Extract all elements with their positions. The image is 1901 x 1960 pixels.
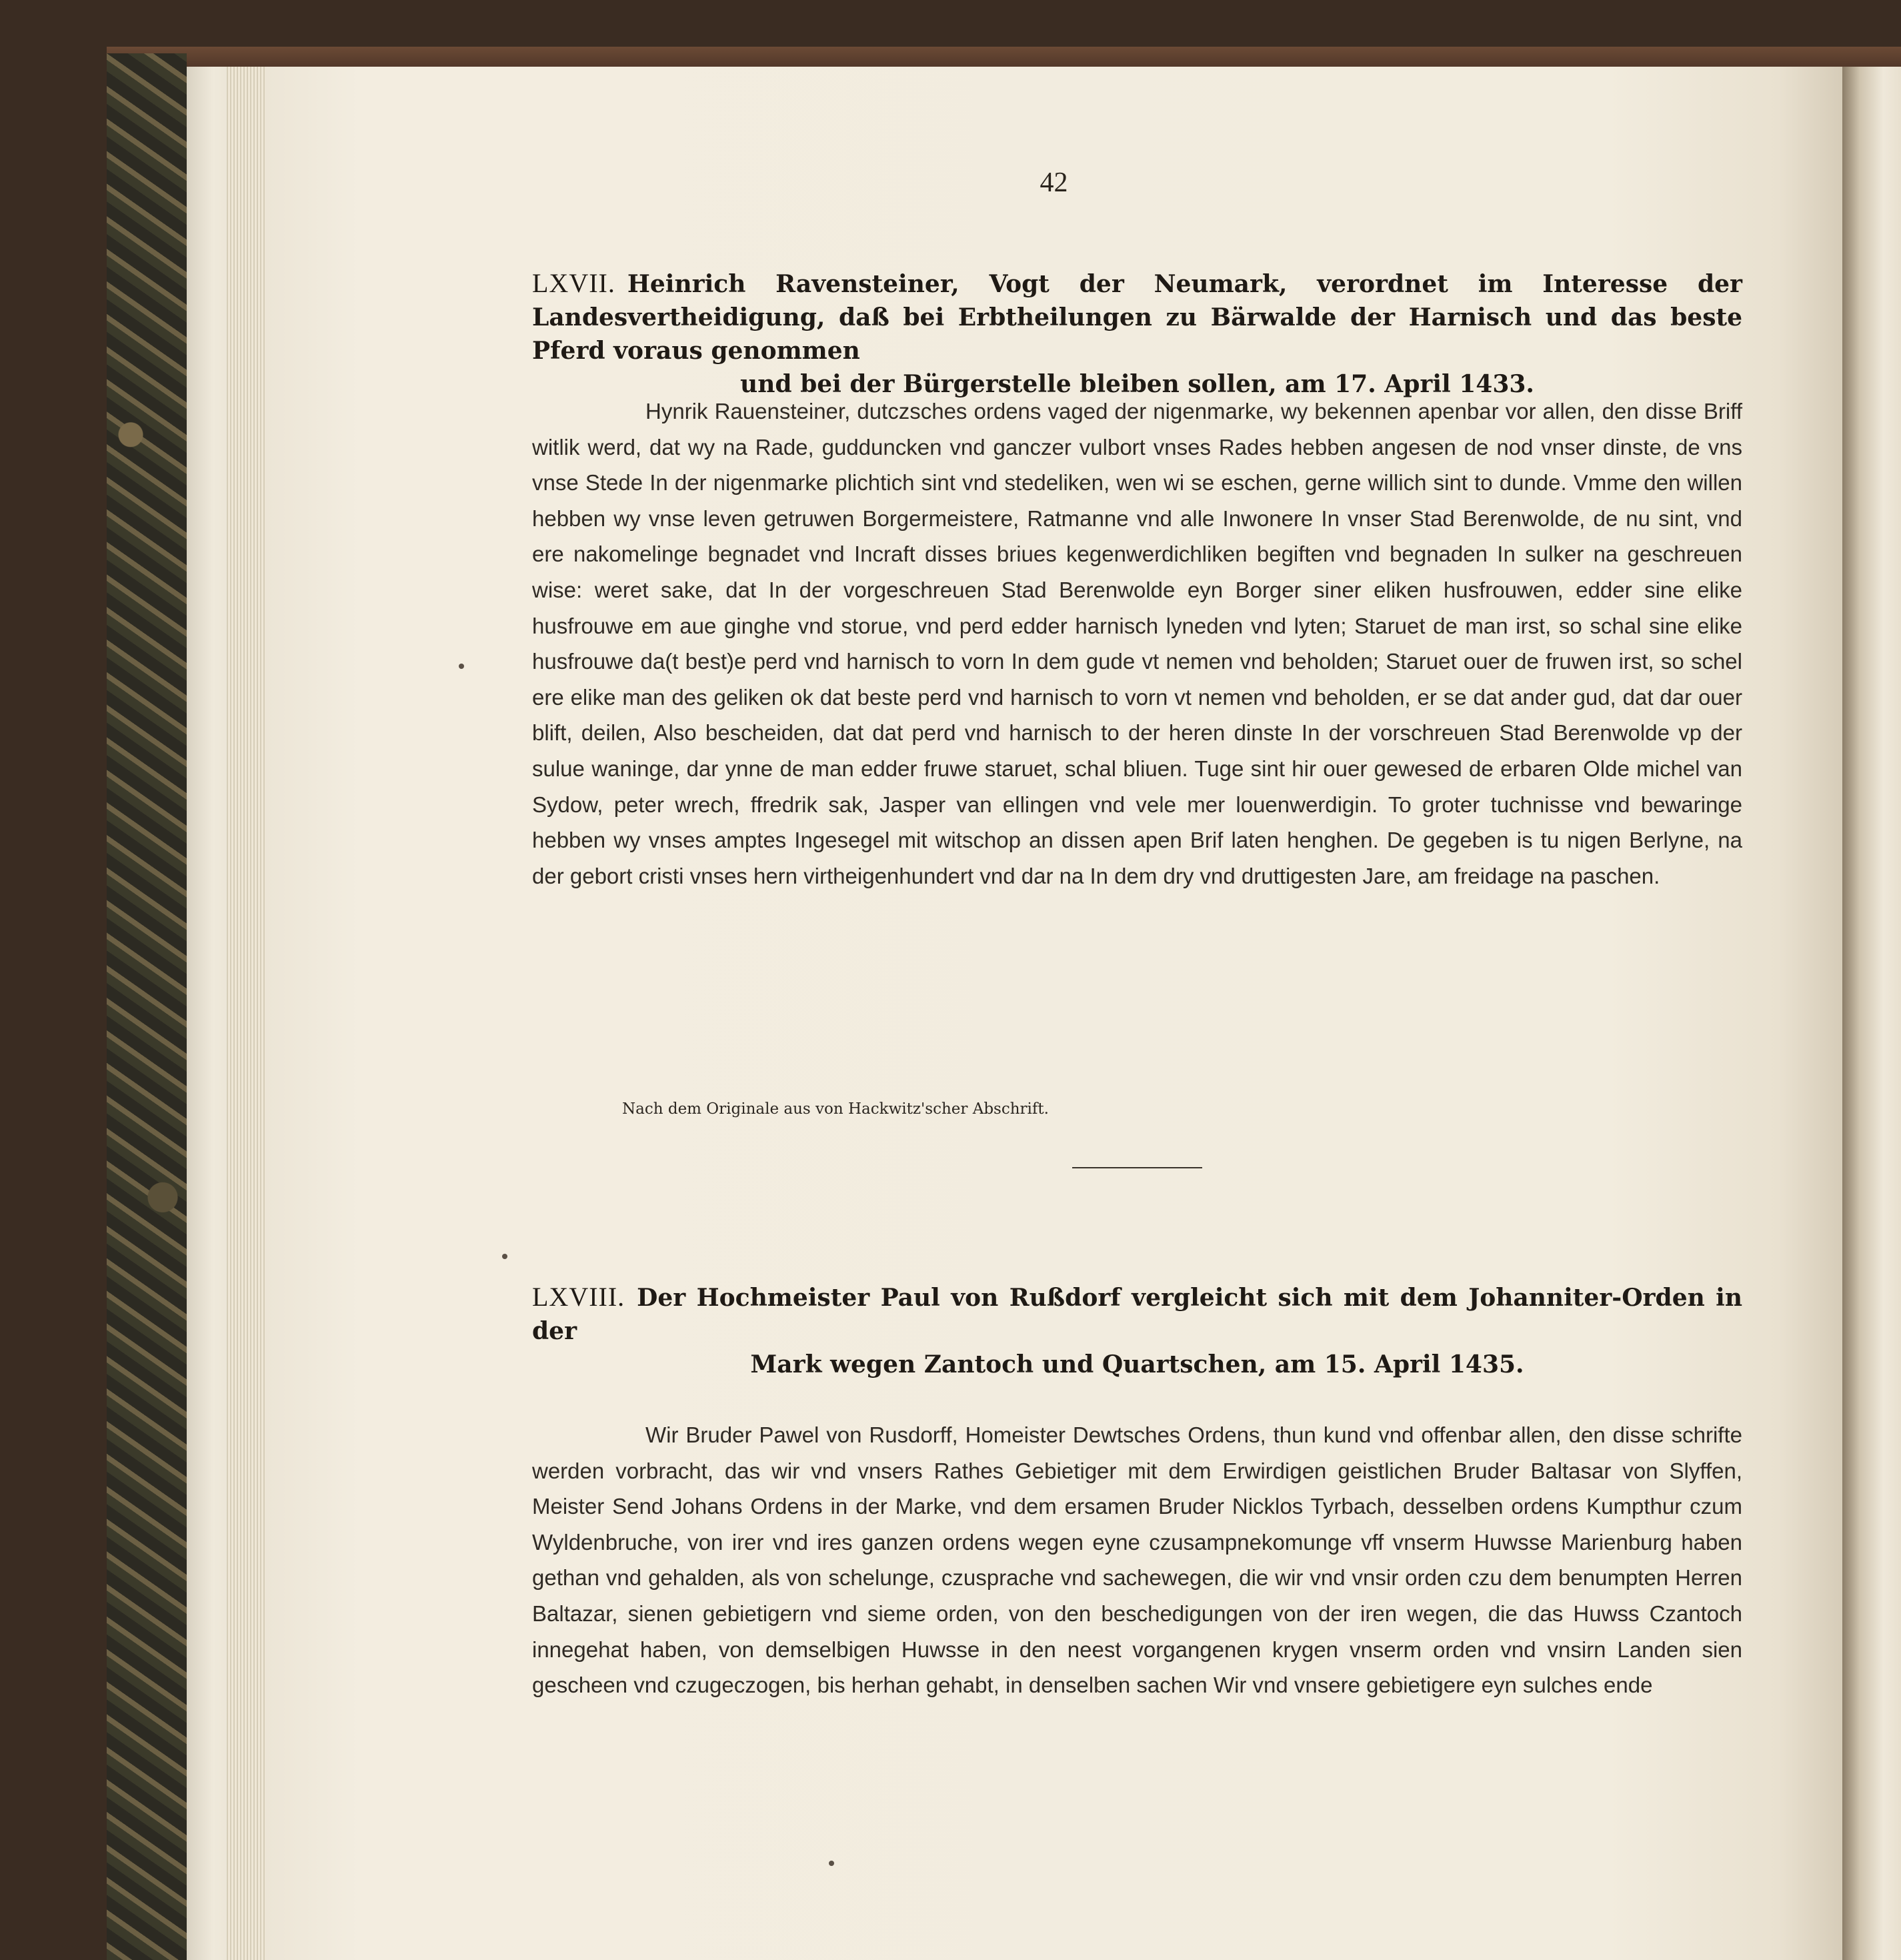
section-title-line2: und bei der Bürgerstelle bleiben sollen, am 17. April 1433.: [740, 370, 1534, 398]
section-title-line2: Mark wegen Zantoch und Quartschen, am 15. April 1435.: [750, 1350, 1524, 1378]
speck: [829, 1861, 834, 1866]
marbled-cover: [107, 53, 187, 1960]
page-edges: [227, 67, 265, 1960]
section-heading-lxvii: [532, 267, 1742, 401]
section-number: LXVIII.: [532, 1282, 625, 1312]
section-body-lxvii: Hynrik Rauensteiner, dutczsches ordens vaged der nigenmarke, wy bekennen apenbar vor allen, den disse Briff witlik werd, dat wy na Rade, gudduncken vnd ganczer vulbort vnses Rades hebben angesen de nod vnser dinste, de vns vnse Stede In der nigenmarke plichtich sint vnd stedeliken, wen wi se eschen, gerne willich sint to dunde. Vmme den willen hebben wy vnse leven getruwen Borgermeistere, Ratmanne vnd alle Inwonere In vnser Stad Berenwolde, de nu sint, vnd ere nakomelinge begnadet vnd Incraft disses briues kegenwerdichliken begiften vnd begnaden In sulker na geschreuen wise: weret sake, dat In der vorgeschreuen Stad Berenwolde eyn Borger siner eliken husfrouwen, edder sine elike husfrouwe em aue ginghe vnd storue, vnd perd edder harnisch lyneden vnd lyten; Staruet de man irst, so schal sine elike husfrouwe da(t best)e perd vnd harnisch to vorn In dem gude vt nemen vnd beholden; Staruet ouer de fruwen irst, so schel ere elike man des geliken ok dat beste perd vnd harnisch to vorn vt nemen vnd beholden, er se dat ander gud, dat dar ouer blift, deilen, Also bescheiden, dat dat perd vnd harnisch to der heren dinste In der vorschreuen Stad Berenwolde vp der sulue waninge, dar ynne de man edder fruwe staruet, schal bliuen. Tuge sint hir ouer gewesed de erbaren Olde michel van Sydow, peter wrech, ffredrik sak, Jasper van ellingen vnd vele mer louenwerdigin. To groter tuchnisse vnd bewaringe hebben wy vnses amptes Ingesegel mit witschop an dissen apen Brif laten henghen. De gegeben is tu nigen Berlyne, na der gebort cristi vnses hern virtheigenhundert vnd dar na In dem dry vnd druttigesten Jare, am freidage na paschen.: [532, 399, 1742, 888]
right-page-edge: [1842, 67, 1901, 1960]
speck: [459, 664, 464, 669]
section-body-lxviii: Wir Bruder Pawel von Rusdorff, Homeister Dewtsches Ordens, thun kund vnd offenbar allen, den disse schrifte werden vorbracht, das wir vnd vnsers Rathes Gebietiger mit dem Erwirdigen geistlichen Bruder Baltasar von Slyffen, Meister Send Johans Ordens in der Marke, vnd dem ersamen Bruder Nicklos Tyrbach, desselben ordens Kumpthur czum Wyldenbruche, von irer vnd ires ganzen ordens wegen eyne czusampnekomunge vff vnserm Huwsse Marienburg haben gethan vnd gehalden, als von schelunge, czusprache vnd sachewegen, die wir vnd vnsir orden czu dem benumpten Herren Baltazar, sienen gebietigern vnd sieme orden, von den beschedigungen von der iren wegen, die das Huwss Czantoch innegehat haben, von demselbigen Huwsse in den neest vorgangenen krygen vnserm orden vnd vnsirn Landen sien gescheen vnd czugeczogen, bis herhan gehabt, in denselben sachen Wir vnd vnsere gebietigere eyn sulches ende: [532, 1422, 1742, 1698]
speck: [502, 1254, 507, 1259]
page-number: 42: [1040, 167, 1068, 198]
source-note: Nach dem Originale aus von Hackwitz'scher Abschrift.: [622, 1100, 1049, 1118]
section-divider: [1072, 1167, 1202, 1168]
section-heading-lxviii: [532, 1280, 1742, 1381]
section-title-line1: Heinrich Ravensteiner, Vogt der Neumark, verordnet im Interesse der Landesvertheidigung, daß bei Erbtheilungen zu Bärwalde der Harnisch und das beste Pferd voraus genommen: [532, 270, 1742, 365]
page-content: [265, 67, 1842, 1960]
section-number: LXVII.: [532, 268, 615, 298]
section-title-line1: Der Hochmeister Paul von Rußdorf vergleicht sich mit dem Johanniter-Orden in der: [532, 1284, 1742, 1345]
